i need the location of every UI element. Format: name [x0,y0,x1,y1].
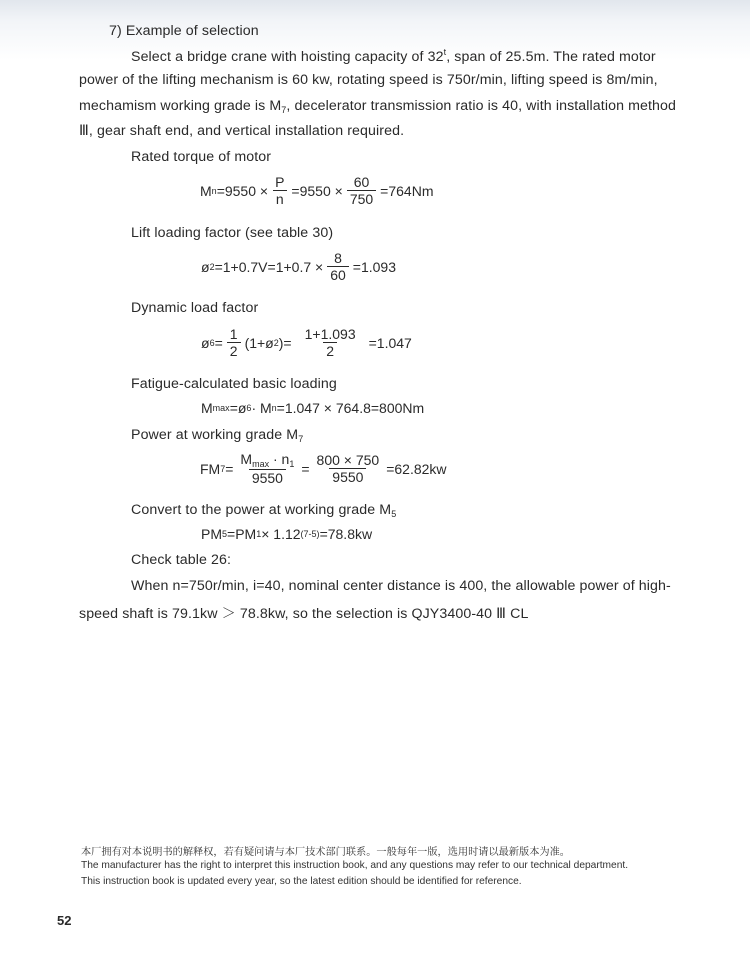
footer-cn: 本厂拥有对本说明书的解释权，若有疑问请与本厂技术部门联系。一般每年一版，选用时请以最新版本为准。 [81,847,570,858]
fraction-800x750-over-9550: $\frac{800 \times 750}{9550}$ [316,452,380,486]
fatigue-label: Fatigue-calculated basic loading [131,376,337,392]
fraction-8-over-60: $\frac{8}{60}$ [327,250,349,283]
lift-factor-label: Lift loading factor (see table 30) [131,225,334,241]
power-m7-label: Power at working grade $M_7$ [131,427,304,444]
convert-label: Convert to the power at working grade $M_5$ [131,502,397,519]
intro-line-2: power of the lifting mechanism is 60 kw, rotating speed is 750r/min, lifting speed is 8m/min, [79,72,658,88]
footer-en-1: The manufacturer has the right to interpret this instruction book, and any questions may refer to our technical department. [81,860,629,871]
section-heading: 7) Example of selection [109,23,259,39]
dynamic-factor-equation: ø 6 = $\frac{1}{2}$ (1+ø 2 )= $\frac{1+1.093}{2}$ =1.047 [201,326,412,360]
lift-factor-equation: ø 2 =1+0.7V=1+0.7 × $\frac{8}{60}$ =1.093 [201,250,396,284]
fraction-1-over-2: $\frac{1}{2}$ [227,326,241,359]
intro-line-3: mechamism working grade is $M_7$, decelerator transmission ratio is 40, with installation method [79,98,677,115]
fatigue-equation: M max =ø 6 · M n =1.047 × 764.8=800Nm [201,400,425,416]
rated-torque-equation: M n =9550 × $\frac{P}{n}$ =9550 × $\frac{60}{750}$ =764Nm [200,174,434,208]
convert-equation: PM 5 =PM 1 × 1.12 (7-5) =78.8kw [201,526,373,542]
footer-en-2: This instruction book is updated every year, so the latest edition should be identified for reference. [81,876,522,887]
dynamic-factor-label: Dynamic load factor [131,300,259,316]
intro-line-4: Ⅲ, gear shaft end, and vertical installation required. [79,123,405,139]
fraction-mmax-n1-over-9550: $\frac{M_{max} \cdot n_1}{9550}$ [240,451,295,487]
fraction-60-over-750: $\frac{60}{750}$ [347,174,376,207]
fraction-p-over-n: $\frac{P}{n}$ [272,174,287,207]
rated-torque-label: Rated torque of motor [131,149,272,165]
fraction-sum-over-2: $\frac{1+1.093}{2}$ [304,326,356,360]
page-number: 52 [57,913,72,928]
check-line-1: When n=750r/min, i=40, nominal center distance is 400, the allowable power of high- [131,578,671,594]
intro-line-1: Select a bridge crane with hoisting capacity of 32$^t$, span of 25.5m. The rated motor [131,47,656,65]
power-m7-equation: FM 7 = $\frac{M_{max} \cdot n_1}{9550}$ = $\frac{800 \times 750}{9550}$ =62.82kw [200,451,447,487]
check-label: Check table 26: [131,552,232,568]
check-line-2: speed shaft is 79.1kw ＞ 78.8kw, so the selection is QJY3400-40 Ⅲ CL [79,606,529,622]
